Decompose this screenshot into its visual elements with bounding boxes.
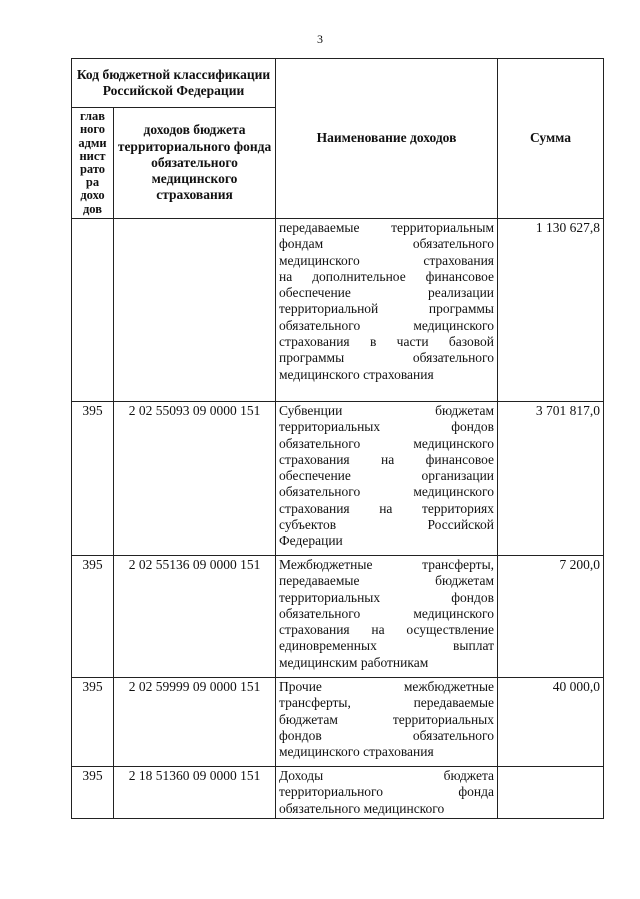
income-name-line: на дополнительное финансовое [279,268,495,284]
table-row [72,767,604,819]
header-admin-code-line: дов [82,201,102,216]
budget-code-cell: 2 02 55136 09 0000 151 [114,556,276,678]
income-name-cell [276,556,498,678]
income-name-line: страхования на финансовое [279,451,495,467]
income-name-line: обязательного медицинского [279,484,495,500]
admin-code-cell: 395 [72,767,114,819]
sum-cell: 7 200,0 [498,556,604,678]
income-name-line: единовременных выплат [279,638,495,654]
admin-code-cell: 395 [72,678,114,767]
budget-code-cell: 2 18 51360 09 0000 151 [114,767,276,819]
header-admin-code-line: рато [79,162,106,176]
income-name-line: медицинского страхования [279,744,434,760]
income-name-line: бюджетам территориальных [279,711,495,727]
income-name-line: обязательного медицинского [279,800,445,816]
income-name-line: территориальных фондов [279,419,495,435]
income-name-line: страхования на осуществление [279,622,495,638]
income-name-line: фондам обязательного [279,236,495,252]
income-name-cell [276,767,498,819]
income-name-line: территориальной программы [279,301,495,317]
sum-cell [498,767,604,819]
income-name-line: страхования на территориях [279,500,495,516]
income-name-line: обязательного медицинского [279,435,495,451]
income-table [71,58,604,819]
table-row [72,402,604,556]
income-name-line: трансферты, передаваемые [279,695,495,711]
header-income-name: Наименование доходов [276,59,498,219]
income-name-line: медицинского страхования [279,252,495,268]
income-name-line: передаваемые бюджетам [279,573,495,589]
income-name-line: фондов обязательного [279,727,495,743]
header-admin-code-line: ного [79,122,106,137]
income-name-line: обязательного медицинского [279,605,495,621]
income-name-line: обеспечение реализации [279,285,495,301]
income-name-cell [276,219,498,402]
sum-cell: 40 000,0 [498,678,604,767]
income-name-line: Доходы бюджета [279,768,495,783]
income-name-line: территориального фонда [279,784,495,800]
income-name-line: обязательного медицинского [279,317,495,333]
budget-code-cell [114,219,276,402]
sum-cell: 1 130 627,8 [498,219,604,402]
income-name-line: обеспечение организации [279,468,495,484]
header-sum: Сумма [498,59,604,219]
income-name-line: Прочие межбюджетные [279,679,495,694]
income-name-line: Федерации [279,533,343,549]
income-name-line: Межбюджетные трансферты, [279,557,495,572]
header-admin-code-line: нист [79,148,106,163]
income-name-line: медицинского страхования [279,366,434,382]
sum-cell: 3 701 817,0 [498,402,604,556]
income-name-line: страхования в части базовой [279,334,495,350]
admin-code-cell [72,219,114,402]
income-name-cell [276,678,498,767]
table-row [72,556,604,678]
budget-code-cell: 2 02 55093 09 0000 151 [114,402,276,556]
header-budget-code: доходов бюджета территориального фонда обязательного медицинского страхования [114,108,276,219]
income-name-line: передаваемые территориальным [279,220,495,235]
budget-code-cell: 2 02 59999 09 0000 151 [114,678,276,767]
table-row [72,678,604,767]
header-classification-code: Код бюджетной классификации Российской Федерации [72,59,276,108]
income-name-line: программы обязательного [279,350,495,366]
admin-code-cell: 395 [72,402,114,556]
header-admin-code-line: глав [79,109,106,124]
income-name-line: медицинским работникам [279,654,429,670]
page-number: 3 [317,32,323,46]
income-name-line: Субвенции бюджетам [279,403,495,418]
header-admin-code [72,108,114,219]
table-row [72,219,604,402]
income-name-cell [276,402,498,556]
header-admin-code-line: ра [85,175,100,190]
admin-code-cell: 395 [72,556,114,678]
income-name-line: территориальных фондов [279,589,495,605]
income-name-line: субъектов Российской [279,517,495,533]
header-admin-code-line: адми [78,135,107,150]
header-admin-code-line: дохо [80,188,105,203]
